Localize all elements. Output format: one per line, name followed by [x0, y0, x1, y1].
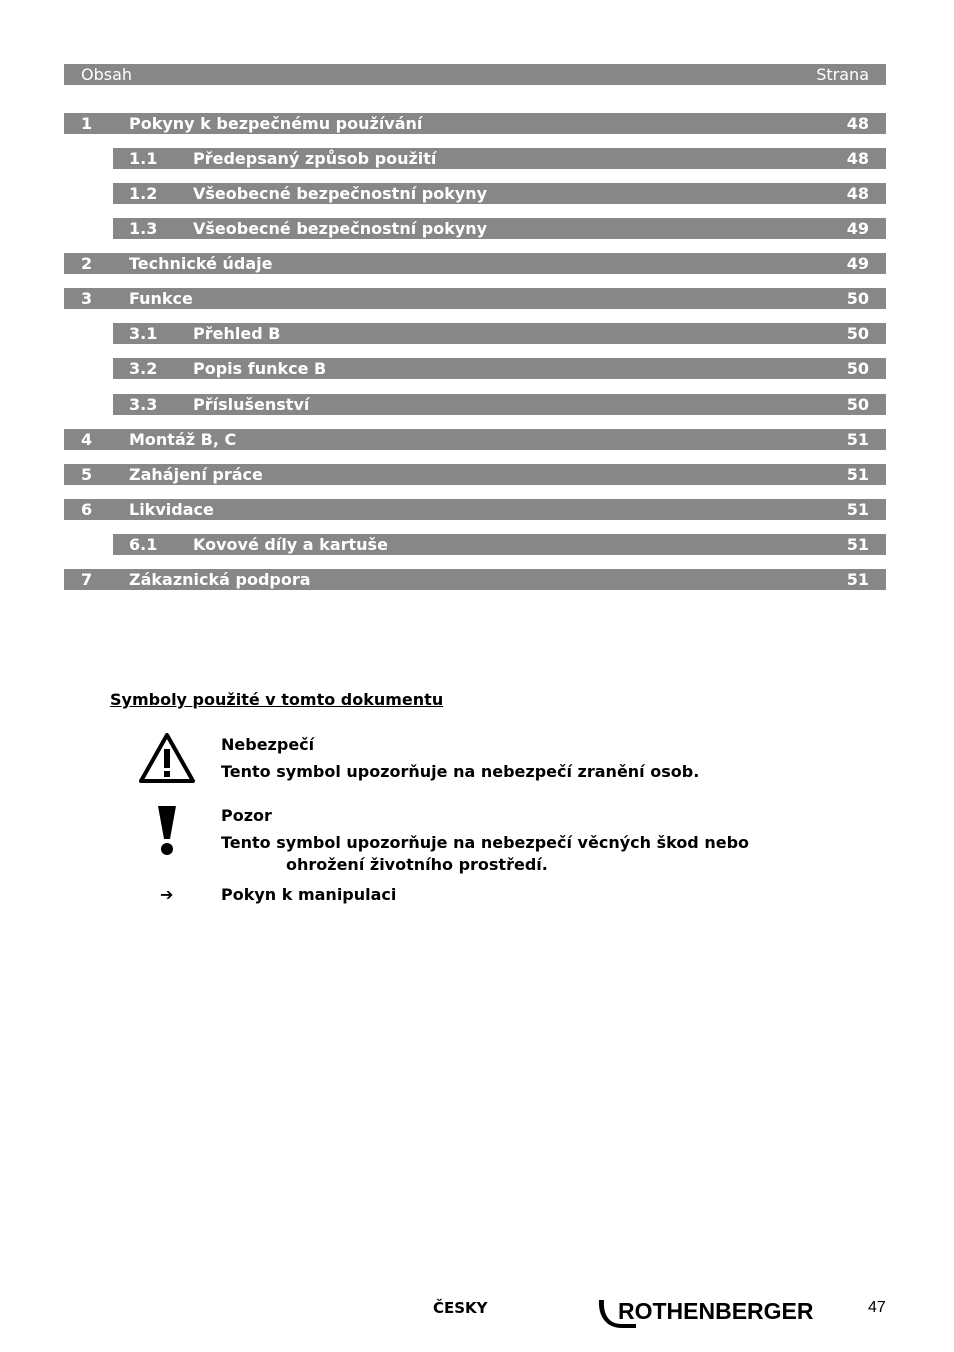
toc-entry-page: 50 — [846, 289, 869, 308]
toc-entry-title: Všeobecné bezpečnostní pokyny — [193, 184, 488, 203]
rothenberger-logo-mark — [596, 1296, 836, 1332]
toc-entry-page: 50 — [846, 324, 869, 343]
toc-entry-page: 51 — [846, 465, 869, 484]
toc-subentry[interactable] — [113, 323, 886, 344]
toc-entry[interactable] — [64, 253, 886, 274]
toc-entry-number: 1.1 — [129, 149, 158, 168]
toc-subentry[interactable] — [113, 394, 886, 415]
toc-entry-number: 1 — [81, 114, 93, 133]
toc-entry-page: 49 — [846, 219, 869, 238]
toc-subentry[interactable] — [113, 148, 886, 169]
toc-entry-number: 3 — [81, 289, 93, 308]
toc-entry-title: Popis funkce B — [193, 359, 327, 378]
toc-entry[interactable] — [64, 113, 886, 134]
toc-entry-page: 49 — [846, 254, 869, 273]
footer-language: ČESKY — [433, 1299, 488, 1317]
toc-entry-title: Funkce — [129, 289, 193, 308]
toc-entry-number: 1.2 — [129, 184, 158, 203]
toc-subentry[interactable] — [113, 534, 886, 555]
toc-header-page-label: Strana — [816, 65, 869, 84]
caution-title: Pozor — [221, 806, 272, 825]
toc-entry-title: Technické údaje — [129, 254, 273, 273]
toc-entry-title: Přehled B — [193, 324, 281, 343]
toc-entry-title: Všeobecné bezpečnostní pokyny — [193, 219, 488, 238]
rothenberger-logo — [596, 1296, 836, 1336]
brand-text: ROTHENBERGER — [618, 1298, 814, 1324]
toc-entry-page: 51 — [846, 500, 869, 519]
toc-entry-page: 48 — [846, 184, 869, 203]
toc-subentry[interactable] — [113, 183, 886, 204]
toc-entry[interactable] — [64, 569, 886, 590]
toc-entry-title: Příslušenství — [193, 395, 310, 414]
toc-entry-number: 5 — [81, 465, 93, 484]
toc-entry-title: Montáž B, C — [129, 430, 237, 449]
toc-entry-page: 50 — [846, 395, 869, 414]
symbols-heading: Symboly použité v tomto dokumentu — [110, 690, 444, 709]
toc-entry-number: 1.3 — [129, 219, 158, 238]
toc-header — [64, 64, 886, 85]
toc-entry[interactable] — [64, 464, 886, 485]
toc-entry-number: 3.2 — [129, 359, 158, 378]
danger-title: Nebezpečí — [221, 735, 315, 754]
caution-text-line-1: Tento symbol upozorňuje na nebezpečí věcných škod nebo — [221, 833, 750, 852]
toc-entry-page: 50 — [846, 359, 869, 378]
toc-entry-title: Zahájení práce — [129, 465, 263, 484]
toc-entry-page: 51 — [846, 535, 869, 554]
toc-entry-number: 7 — [81, 570, 93, 589]
toc-entry-number: 3.1 — [129, 324, 158, 343]
toc-entry-page: 48 — [846, 149, 869, 168]
toc-entry[interactable] — [64, 499, 886, 520]
page-number: 47 — [868, 1299, 886, 1316]
toc-entry[interactable] — [64, 288, 886, 309]
toc-subentry[interactable] — [113, 218, 886, 239]
warning-triangle-icon — [138, 732, 196, 784]
toc-entry-title: Předepsaný způsob použití — [193, 149, 437, 168]
toc-subentry[interactable] — [113, 358, 886, 379]
toc-entry-number: 6 — [81, 500, 93, 519]
caution-text-line-2: ohrožení životního prostředí. — [286, 855, 548, 874]
toc-entry-title: Likvidace — [129, 500, 214, 519]
toc-entry-number: 2 — [81, 254, 93, 273]
arrow-right-icon: ➔ — [160, 885, 174, 904]
toc-entry-number: 3.3 — [129, 395, 158, 414]
toc-header-label: Obsah — [81, 65, 133, 84]
toc-entry-title: Zákaznická podpora — [129, 570, 311, 589]
toc-entry-title: Pokyny k bezpečnému používání — [129, 114, 423, 133]
toc-entry-page: 51 — [846, 430, 869, 449]
toc-entry[interactable] — [64, 429, 886, 450]
exclamation-icon — [156, 806, 178, 856]
toc-entry-page: 51 — [846, 570, 869, 589]
toc-entry-number: 4 — [81, 430, 93, 449]
toc-entry-page: 48 — [846, 114, 869, 133]
toc-entry-title: Kovové díly a kartuše — [193, 535, 388, 554]
toc-entry-number: 6.1 — [129, 535, 158, 554]
danger-text: Tento symbol upozorňuje na nebezpečí zranění osob. — [221, 762, 700, 781]
action-text: Pokyn k manipulaci — [221, 885, 397, 904]
